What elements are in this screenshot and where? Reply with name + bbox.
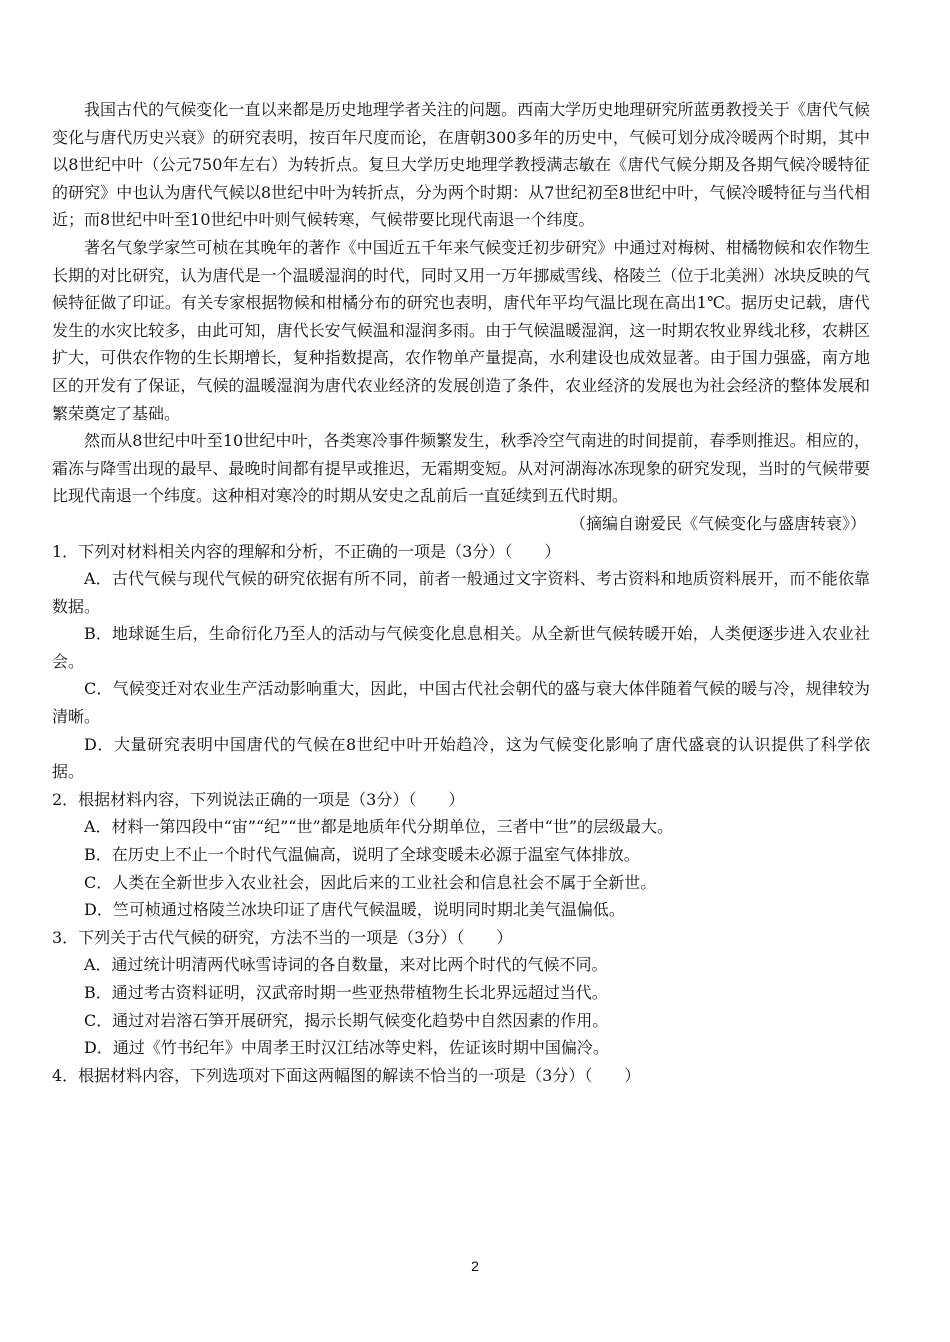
question-2-option-c: C．人类在全新世步入农业社会，因此后来的工业社会和信息社会不属于全新世。 xyxy=(84,872,657,892)
question-1-option-d: D．大量研究表明中国唐代的气候在8世纪中叶开始趋冷，这为气候变化影响了唐代盛衰的认识提供了科学依据。 xyxy=(52,734,870,782)
passage-paragraph-3: 然而从8世纪中叶至10世纪中叶，各类寒冷事件频繁发生，秋季冷空气南进的时间提前，春季则推迟。相应的，霜冻与降雪出现的最早、最晚时间都有提早或推迟，无霜期变短。从对河湖海冰冻现象的研究发现，当时的气候带要比现代南退一个纬度。这种相对寒冷的时期从安史之乱前后一直延续到五代时期。 xyxy=(52,431,870,506)
question-1-option-c: C．气候变迁对农业生产活动影响重大，因此，中国古代社会朝代的盛与衰大体伴随着气候的暖与冷，规律较为清晰。 xyxy=(52,679,870,727)
passage-paragraph-1: 我国古代的气候变化一直以来都是历史地理学者关注的问题。西南大学历史地理研究所蓝勇教授关于《唐代气候变化与唐代历史兴衰》的研究表明，按百年尺度而论，在唐朝300多年的历史中，气候可划分成冷暖两个时期，其中以8世纪中叶（公元750年左右）为转折点。复旦大学历史地理学教授满志敏在《唐代气候分期及各期气候冷暖特征的研究》中也认为唐代气候以8世纪中叶为转折点，分为两个时期：从7世纪初至8世纪中叶，气候冷暖特征与当代相近；而8世纪中叶至10世纪中叶则气候转寒，气候带要比现代南退一个纬度。 xyxy=(52,100,870,230)
question-2-option-d: D．竺可桢通过格陵兰冰块印证了唐代气候温暖，说明同时期北美气温偏低。 xyxy=(84,900,625,920)
passage-paragraph-2: 著名气象学家竺可桢在其晚年的著作《中国近五千年来气候变迁初步研究》中通过对梅树、柑橘物候和农作物生长期的对比研究，认为唐代是一个温暖湿润的时代，同时又用一万年挪威雪线、格陵兰（位于北美洲）冰块反映的气候特征做了印证。有关专家根据物候和柑橘分布的研究也表明，唐代年平均气温比现在高出1℃。据历史记载，唐代发生的水灾比较多，由此可知，唐代长安气候温和湿润多雨。由于气候温暖湿润，这一时期农牧业界线北移，农耕区扩大，可供农作物的生长期增长，复种指数提高，农作物单产量提高，水利建设也成效显著。由于国力强盛，南方地区的开发有了保证，气候的温暖湿润为唐代农业经济的发展创造了条件，农业经济的发展也为社会经济的整体发展和繁荣奠定了基础。 xyxy=(52,237,870,423)
question-2-option-b: B．在历史上不止一个时代气温偏高，说明了全球变暖未必源于温室气体排放。 xyxy=(84,845,640,865)
question-3-option-c: C．通过对岩溶石笋开展研究，揭示长期气候变化趋势中自然因素的作用。 xyxy=(84,1010,609,1030)
question-3-option-d: D．通过《竹书纪年》中周孝王时汉江结冰等史料，佐证该时期中国偏冷。 xyxy=(84,1038,609,1058)
question-3-option-b: B．通过考古资料证明，汉武帝时期一些亚热带植物生长北界远超过当代。 xyxy=(84,983,608,1002)
question-1-option-b: B．地球诞生后，生命衍化乃至人的活动与气候变化息息相关。从全新世气候转暖开始，人类便逐步进入农业社会。 xyxy=(52,624,870,671)
document-body xyxy=(52,96,870,1089)
question-2-option-a: A．材料一第四段中“宙”“纪”“世”都是地质年代分期单位，三者中“世”的层级最大。 xyxy=(84,817,673,837)
question-1-option-a: A．古代气候与现代气候的研究依据有所不同，前者一般通过文字资料、考古资料和地质资料展开，而不能依靠数据。 xyxy=(52,569,870,616)
question-3-option-a: A．通过统计明清两代咏雪诗词的各自数量，来对比两个时代的气候不同。 xyxy=(84,955,608,975)
page-number: 2 xyxy=(471,1258,479,1274)
question-4-stem: 4．根据材料内容，下列选项对下面这两幅图的解读不恰当的一项是（3分）（ ） xyxy=(52,1065,641,1085)
question-3-stem: 3．下列关于古代气候的研究，方法不当的一项是（3分）（ ） xyxy=(52,927,513,947)
question-2-stem: 2．根据材料内容，下列说法正确的一项是（3分）（ ） xyxy=(52,789,465,809)
passage-source: （摘编自谢爱民《气候变化与盛唐转衰》） xyxy=(569,513,866,533)
question-1-stem: 1．下列对材料相关内容的理解和分析，不正确的一项是（3分）（ ） xyxy=(52,541,561,561)
